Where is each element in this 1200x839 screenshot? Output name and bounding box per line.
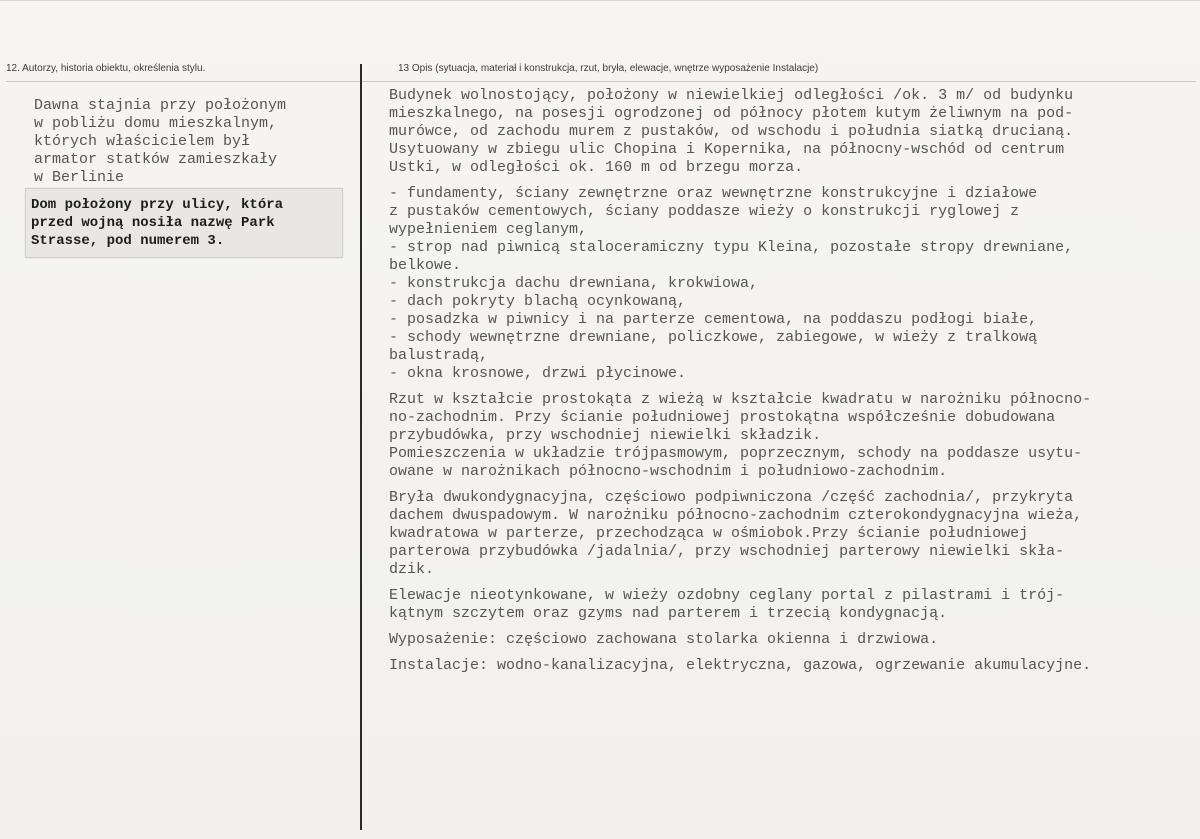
history-line: armator statków zamieszkały	[34, 151, 278, 168]
plan-line: Pomieszczenia w układzie trójpasmowym, poprzecznym, schody na poddasze usytu-	[389, 445, 1083, 462]
header-divider	[6, 81, 1196, 82]
pasted-note-line: przed wojną nosiła nazwę Park	[31, 215, 275, 231]
plan-line: owane w narożnikach północno-wschodnim i południowo-zachodnim.	[389, 463, 948, 480]
materials-line: wypełnieniem ceglanym,	[389, 221, 588, 238]
massing-line: parterowa przybudówka /jadalnia/, przy wschodniej parterowy niewielki skła-	[389, 543, 1065, 560]
history-line: Dawna stajnia przy położonym	[34, 97, 287, 114]
column-divider	[360, 64, 362, 830]
situation-line: Budynek wolnostojący, położony w niewielkiej odległości /ok. 3 m/ od budynku	[389, 87, 1074, 104]
materials-line: - dach pokryty blachą ocynkowaną,	[389, 293, 687, 310]
situation-line: Usytuowany w zbiegu ulic Chopina i Kopernika, na północny-wschód od centrum	[389, 141, 1065, 158]
materials-line: - schody wewnętrzne drewniane, policzkowe, zabiegowe, w wieży z tralkową	[389, 329, 1038, 346]
history-text	[34, 97, 354, 187]
pasted-note	[31, 196, 283, 250]
section-13-header: 13 Opis (sytuacja, materiał i konstrukcja, rzut, bryła, elewacje, wnętrze wyposażenie Instalacje)	[398, 63, 819, 74]
pasted-note-line: Dom położony przy ulicy, która	[31, 197, 284, 213]
description-text	[389, 87, 1194, 675]
section-12-header: 12. Autorzy, historia obiektu, określenia stylu.	[6, 63, 206, 74]
situation-line: mieszkalnego, na posesji ogrodzonej od północy płotem kutym żeliwnym na pod-	[389, 105, 1074, 122]
plan-line: Rzut w kształcie prostokąta z wieżą w kształcie kwadratu w narożniku północno-	[389, 391, 1092, 408]
materials-line: belkowe.	[389, 257, 462, 274]
materials-line: balustradą,	[389, 347, 489, 364]
plan-line: no-zachodnim. Przy ścianie południowej prostokątna współcześnie dobudowana	[389, 409, 1056, 426]
materials-line: - posadzka w piwnicy i na parterze cementowa, na poddaszu podłogi białe,	[389, 311, 1038, 328]
materials-line: - okna krosnowe, drzwi płycinowe.	[389, 365, 687, 382]
situation-line: murówce, od zachodu murem z pustaków, od wschodu i południa siatką drucianą.	[389, 123, 1074, 140]
elevations-line: Elewacje nieotynkowane, w wieży ozdobny ceglany portal z pilastrami i trój-	[389, 587, 1065, 604]
massing-line: kwadratowa w parterze, przechodząca w ośmiobok.Przy ścianie południowej	[389, 525, 1029, 542]
situation-line: Ustki, w odległości ok. 160 m od brzegu morza.	[389, 159, 804, 176]
materials-line: - strop nad piwnicą staloceramiczny typu Kleina, pozostałe stropy drewniane,	[389, 239, 1074, 256]
history-line: w Berlinie	[34, 169, 125, 186]
plan-line: przybudówka, przy wschodniej niewielki składzik.	[389, 427, 822, 444]
history-line: których właścicielem był	[34, 133, 251, 150]
materials-line: - fundamenty, ściany zewnętrzne oraz wewnętrzne konstrukcyjne i działowe	[389, 185, 1038, 202]
materials-line: - konstrukcja dachu drewniana, krokwiowa,	[389, 275, 759, 292]
materials-line: z pustaków cementowych, ściany poddasze wieży o konstrukcji ryglowej z	[389, 203, 1020, 220]
massing-line: Bryła dwukondygnacyjna, częściowo podpiwniczona /część zachodnia/, przykryta	[389, 489, 1074, 506]
elevations-line: kątnym szczytem oraz gzyms nad parterem i trzecią kondygnacją.	[389, 605, 948, 622]
massing-line: dachem dwuspadowym. W narożniku północno-zachodnim czterokondygnacyjna wieża,	[389, 507, 1083, 524]
history-line: w pobliżu domu mieszkalnym,	[34, 115, 278, 132]
pasted-note-line: Strasse, pod numerem 3.	[31, 233, 225, 249]
furnishing-line: Wyposażenie: częściowo zachowana stolarka okienna i drzwiowa.	[389, 631, 939, 648]
installations-line: Instalacje: wodno-kanalizacyjna, elektryczna, gazowa, ogrzewanie akumulacyjne.	[389, 657, 1092, 674]
massing-line: dzik.	[389, 561, 435, 578]
top-edge	[0, 0, 1200, 1]
